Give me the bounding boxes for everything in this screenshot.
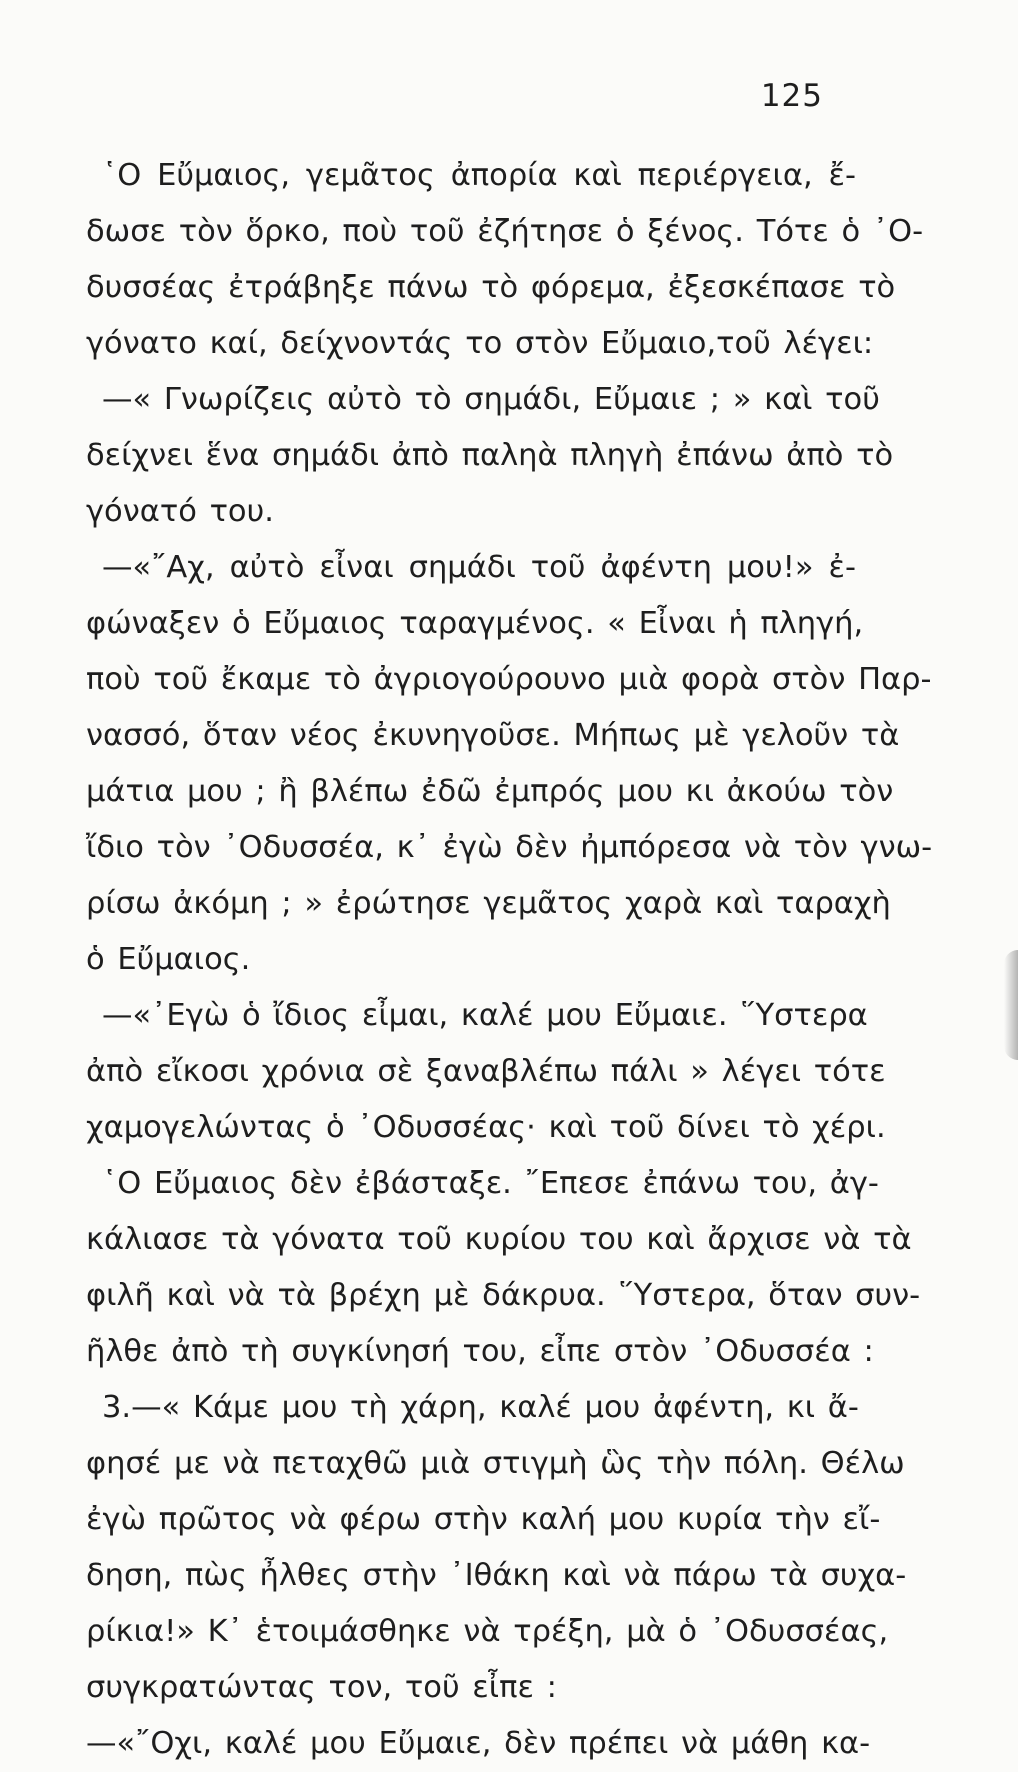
text-line: ρίσω ἀκόμη ; » ἐρώτησε γεμᾶτος χαρὰ καὶ ταραχὴ xyxy=(86,886,891,921)
text-line: φώναξεν ὁ Εὔμαιος ταραγμένος. « Εἶναι ἡ πληγή, xyxy=(86,606,864,641)
page-edge-shadow xyxy=(1004,950,1018,1060)
text-line: —«᾿Εγὼ ὁ ἴδιος εἶμαι, καλέ μου Εὔμαιε. ῞Υστερα xyxy=(102,998,868,1033)
text-line: ἐγὼ πρῶτος νὰ φέρω στὴν καλή μου κυρία τὴν εἴ- xyxy=(86,1502,881,1537)
text-line: ῾Ο Εὔμαιος δὲν ἐβάσταξε. ῎Επεσε ἐπάνω του, ἀγ- xyxy=(102,1166,879,1201)
text-line: δείχνει ἕνα σημάδι ἀπὸ παληὰ πληγὴ ἐπάνω ἀπὸ τὸ xyxy=(86,438,894,473)
body-text xyxy=(86,148,933,1772)
text-line: ῆλθε ἀπὸ τὴ συγκίνησή του, εἶπε στὸν ᾿Οδυσσέα : xyxy=(86,1334,874,1369)
text-line: συγκρατώντας τον, τοῦ εἶπε : xyxy=(86,1670,557,1705)
text-line: ποὺ τοῦ ἔκαμε τὸ ἀγριογούρουνο μιὰ φορὰ στὸν Παρ- xyxy=(86,662,932,697)
text-line: δηση, πὼς ἦλθες στὴν ᾿Ιθάκη καὶ νὰ πάρω τὰ συχα- xyxy=(86,1558,907,1593)
text-line: δυσσέας ἐτράβηξε πάνω τὸ φόρεμα, ἐξεσκέπασε τὸ xyxy=(86,270,896,305)
text-line: χαμογελώντας ὁ ᾿Οδυσσέας· καὶ τοῦ δίνει τὸ χέρι. xyxy=(86,1110,886,1145)
text-line: ρίκια!» Κ᾿ ἑτοιμάσθηκε νὰ τρέξη, μὰ ὁ ᾿Οδυσσέας, xyxy=(86,1614,889,1649)
text-line: ὁ Εὔμαιος. xyxy=(86,942,251,977)
text-line: 3.—« Κάμε μου τὴ χάρη, καλέ μου ἀφέντη, κι ἄ- xyxy=(102,1390,859,1425)
text-line: ἀπὸ εἴκοσι χρόνια σὲ ξαναβλέπω πάλι » λέγει τότε xyxy=(86,1054,886,1089)
text-line: δωσε τὸν ὅρκο, ποὺ τοῦ ἐζήτησε ὁ ξένος. Τότε ὁ ᾿Ο- xyxy=(86,214,924,249)
text-line: γόνατο καί, δείχνοντάς το στὸν Εὔμαιο,τοῦ λέγει: xyxy=(86,326,874,361)
text-line: —« Γνωρίζεις αὐτὸ τὸ σημάδι, Εὔμαιε ; » καὶ τοῦ xyxy=(102,382,880,417)
text-line: φιλῆ καὶ νὰ τὰ βρέχη μὲ δάκρυα. ῞Υστερα, ὅταν συν- xyxy=(86,1278,921,1313)
text-line: ῾Ο Εὔμαιος, γεμᾶτος ἀπορία καὶ περιέργεια, ἔ- xyxy=(102,158,856,193)
page-number: 125 xyxy=(760,78,823,114)
text-line: ἴδιο τὸν ᾿Οδυσσέα, κ᾿ ἐγὼ δὲν ἠμπόρεσα νὰ τὸν γνω- xyxy=(86,830,933,865)
text-line: νασσό, ὅταν νέος ἐκυνηγοῦσε. Μήπως μὲ γελοῦν τὰ xyxy=(86,718,900,753)
text-line: γόνατό του. xyxy=(86,494,274,529)
text-line: κάλιασε τὰ γόνατα τοῦ κυρίου του καὶ ἄρχισε νὰ τὰ xyxy=(86,1222,912,1257)
text-line: μάτια μου ; ἢ βλέπω ἐδῶ ἐμπρός μου κι ἀκούω τὸν xyxy=(86,774,894,809)
text-line: φησέ με νὰ πεταχθῶ μιὰ στιγμὴ ὣς τὴν πόλη. Θέλω xyxy=(86,1446,905,1481)
text-line: —«῎Αχ, αὐτὸ εἶναι σημάδι τοῦ ἀφέντη μου!» ἐ- xyxy=(102,550,856,585)
text-line: —«῎Οχι, καλέ μου Εὔμαιε, δὲν πρέπει νὰ μάθη κα- xyxy=(86,1726,871,1761)
